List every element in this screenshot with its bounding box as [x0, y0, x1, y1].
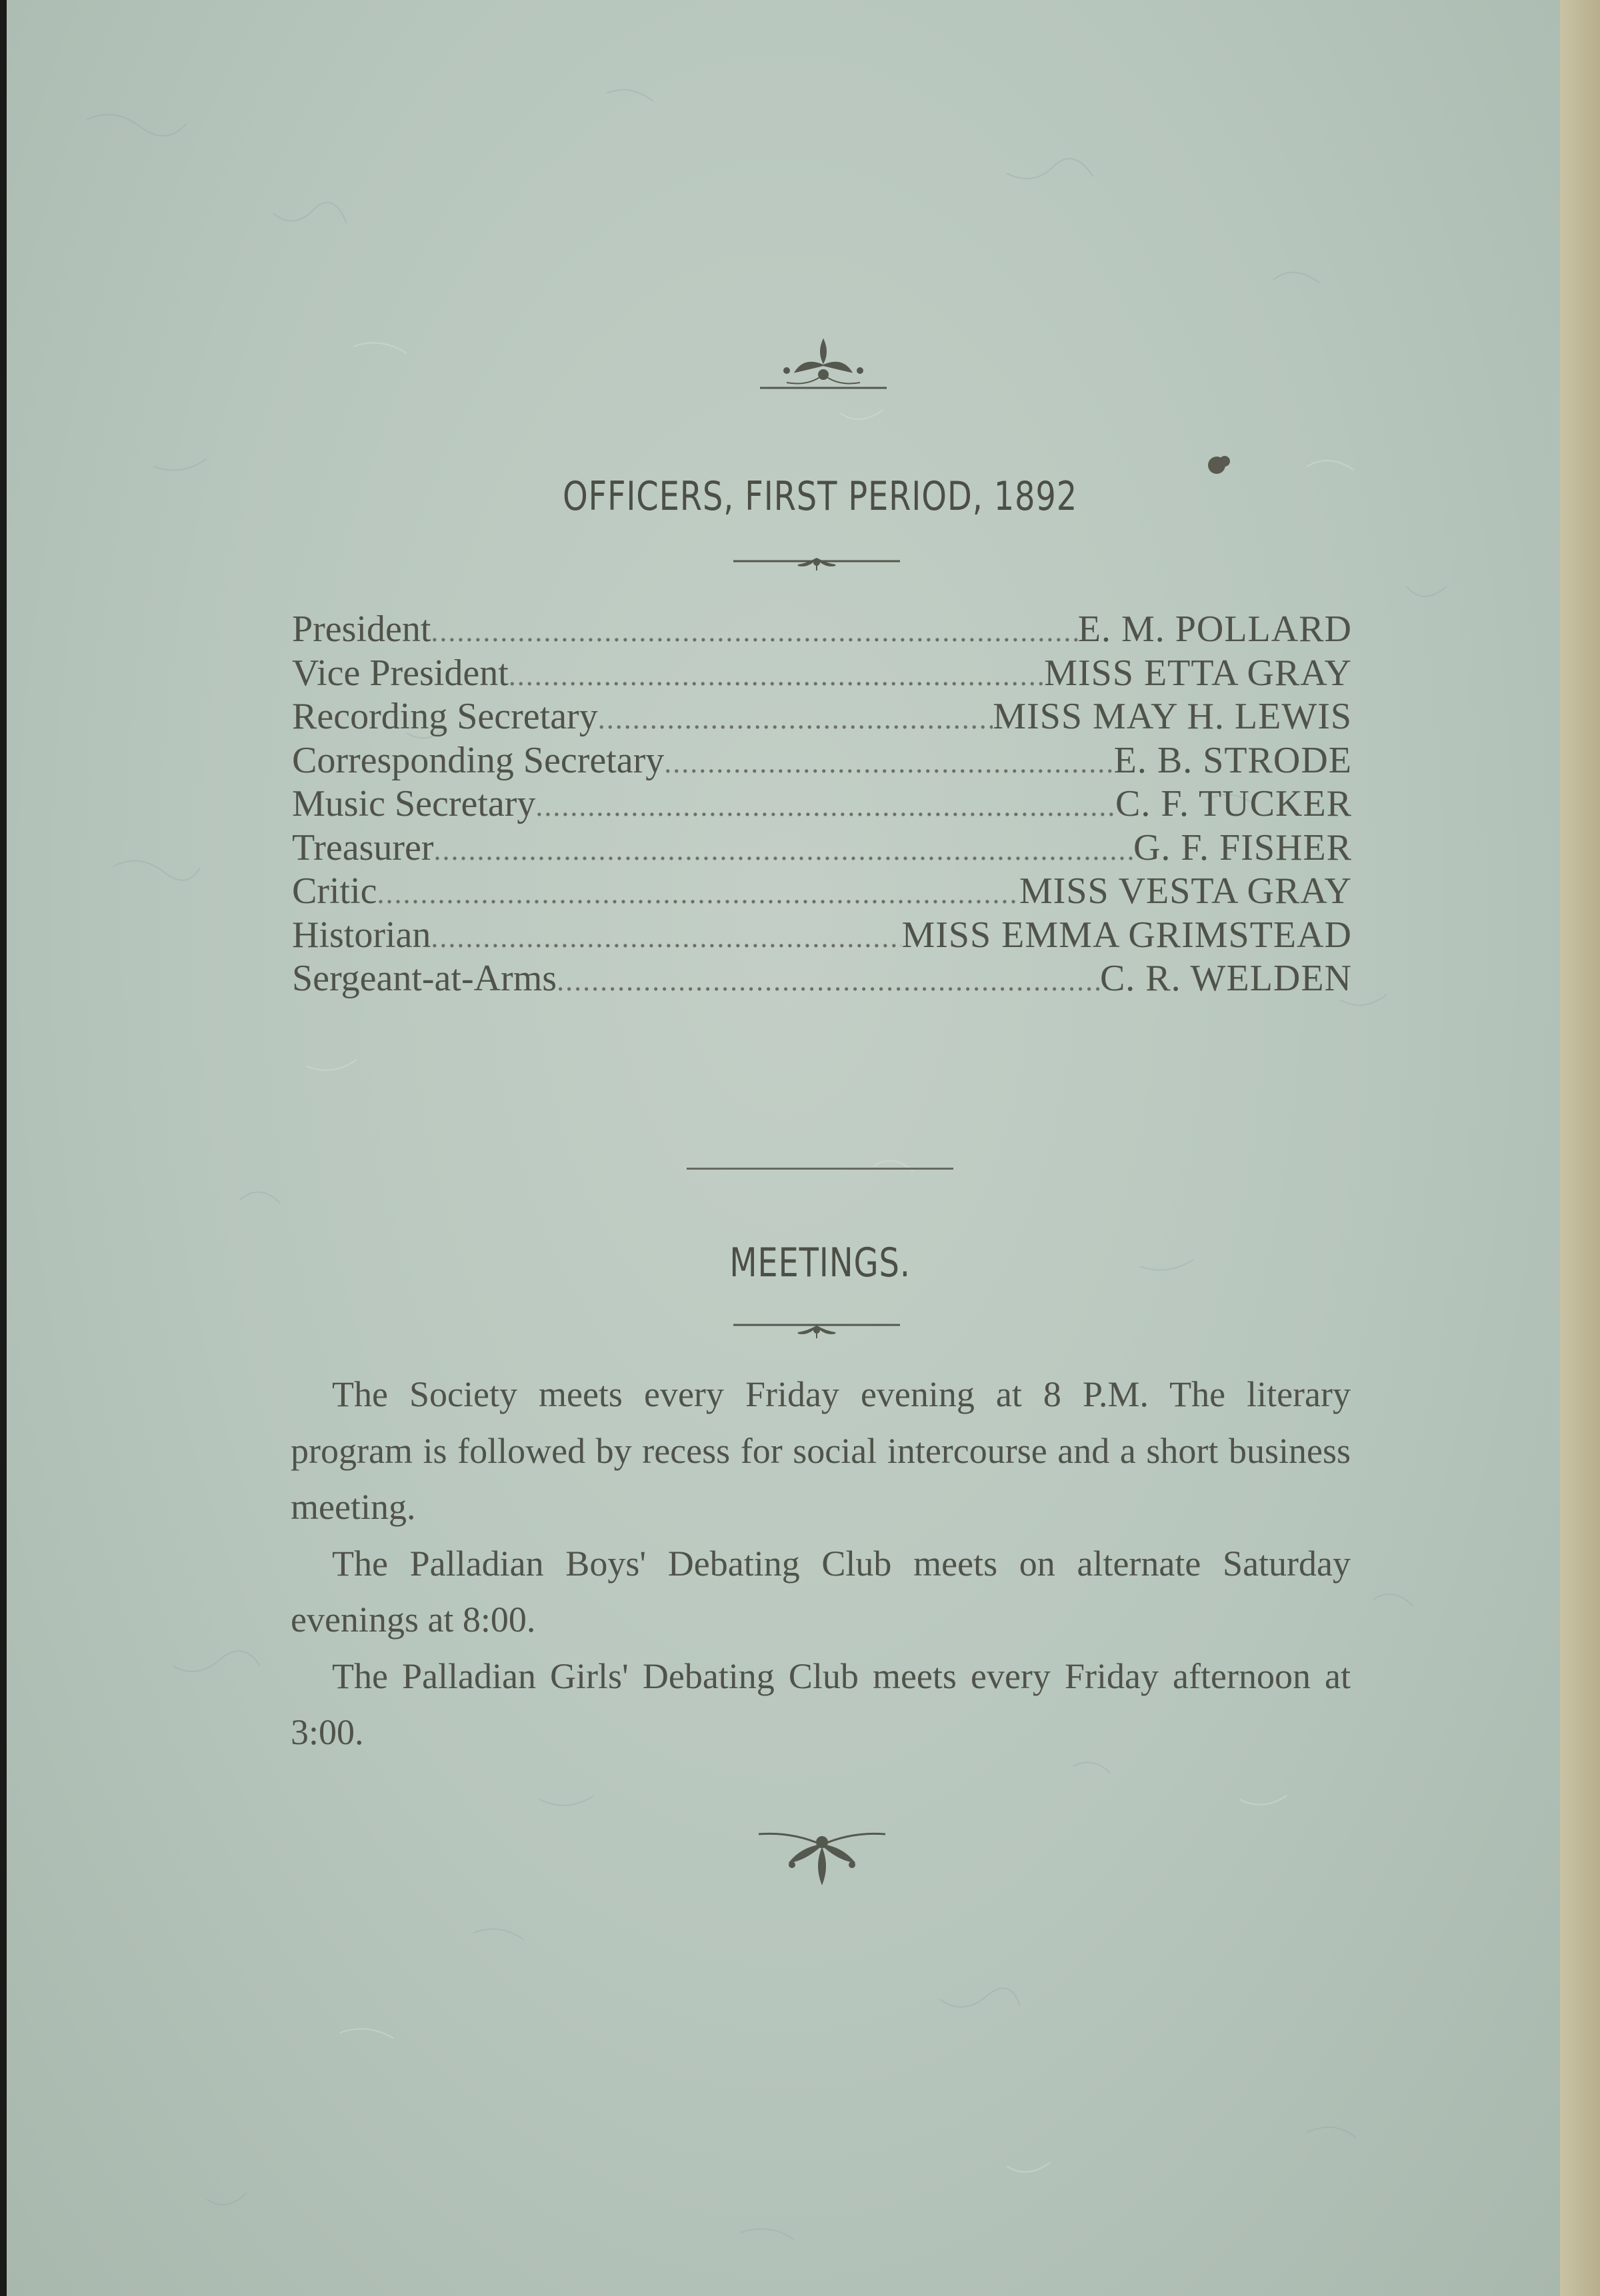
officer-name: E. B. STRODE	[1113, 739, 1352, 781]
meetings-paragraph-boys-club: The Palladian Boys' Debating Club meets on alternate Saturday evenings at 8:00.	[291, 1543, 1351, 1640]
officer-name: MISS VESTA GRAY	[1019, 870, 1352, 912]
officers-heading: OFFICERS, FIRST PERIOD, 1892	[562, 473, 1078, 520]
section-divider-rule	[687, 1168, 953, 1170]
officer-name: C. R. WELDEN	[1099, 958, 1352, 999]
officers-list	[292, 608, 1352, 1001]
leader-dots	[434, 833, 1133, 867]
officer-row-treasurer	[292, 826, 1352, 870]
leader-dots	[509, 658, 1044, 692]
meetings-heading: MEETINGS.	[729, 1240, 911, 1286]
officer-name: G. F. FISHER	[1133, 826, 1352, 868]
booklet-page	[7, 0, 1560, 2296]
meetings-paragraph-society: The Society meets every Friday evening at 8 P.M. The literary program is followed by recess for social intercourse and a short business meeting.	[291, 1374, 1351, 1527]
officer-row-president	[292, 608, 1352, 652]
officer-row-sergeant-at-arms	[292, 957, 1352, 1001]
leader-dots	[431, 920, 901, 954]
officer-row-music-secretary	[292, 782, 1352, 826]
officer-role: Music Secretary	[292, 783, 536, 824]
officer-role: Critic	[292, 870, 377, 912]
officer-name: MISS ETTA GRAY	[1044, 652, 1352, 694]
officer-row-critic	[292, 870, 1352, 914]
officer-role: Vice President	[292, 652, 509, 694]
officer-row-historian	[292, 914, 1352, 958]
leader-dots	[664, 746, 1113, 780]
fleuron-rule-meetings	[733, 1321, 900, 1341]
leader-dots	[557, 964, 1100, 998]
officer-role: President	[292, 608, 431, 650]
officer-role: Sergeant-at-Arms	[292, 958, 557, 999]
officer-name: MISS MAY H. LEWIS	[993, 696, 1352, 737]
officer-row-corresponding-secretary	[292, 739, 1352, 783]
fleuron-ornament-top	[760, 333, 887, 393]
leader-dots	[431, 614, 1077, 648]
leader-dots	[377, 876, 1019, 910]
officer-role: Recording Secretary	[292, 696, 598, 737]
officer-name: C. F. TUCKER	[1115, 783, 1352, 824]
meetings-paragraph-girls-club: The Palladian Girls' Debating Club meets every Friday afternoon at 3:00.	[291, 1656, 1351, 1752]
officer-row-recording-secretary	[292, 695, 1352, 739]
fleuron-rule-officers	[733, 553, 900, 573]
fleuron-ornament-bottom	[752, 1825, 892, 1891]
leader-dots	[535, 789, 1115, 823]
officer-name: E. M. POLLARD	[1077, 608, 1352, 650]
officer-role: Treasurer	[292, 826, 434, 868]
leader-dots	[598, 702, 993, 736]
officer-name: MISS EMMA GRIMSTEAD	[901, 914, 1352, 956]
officer-row-vice-president	[292, 652, 1352, 696]
meetings-body	[291, 1366, 1351, 1761]
officer-role: Historian	[292, 914, 431, 956]
officer-role: Corresponding Secretary	[292, 739, 665, 781]
